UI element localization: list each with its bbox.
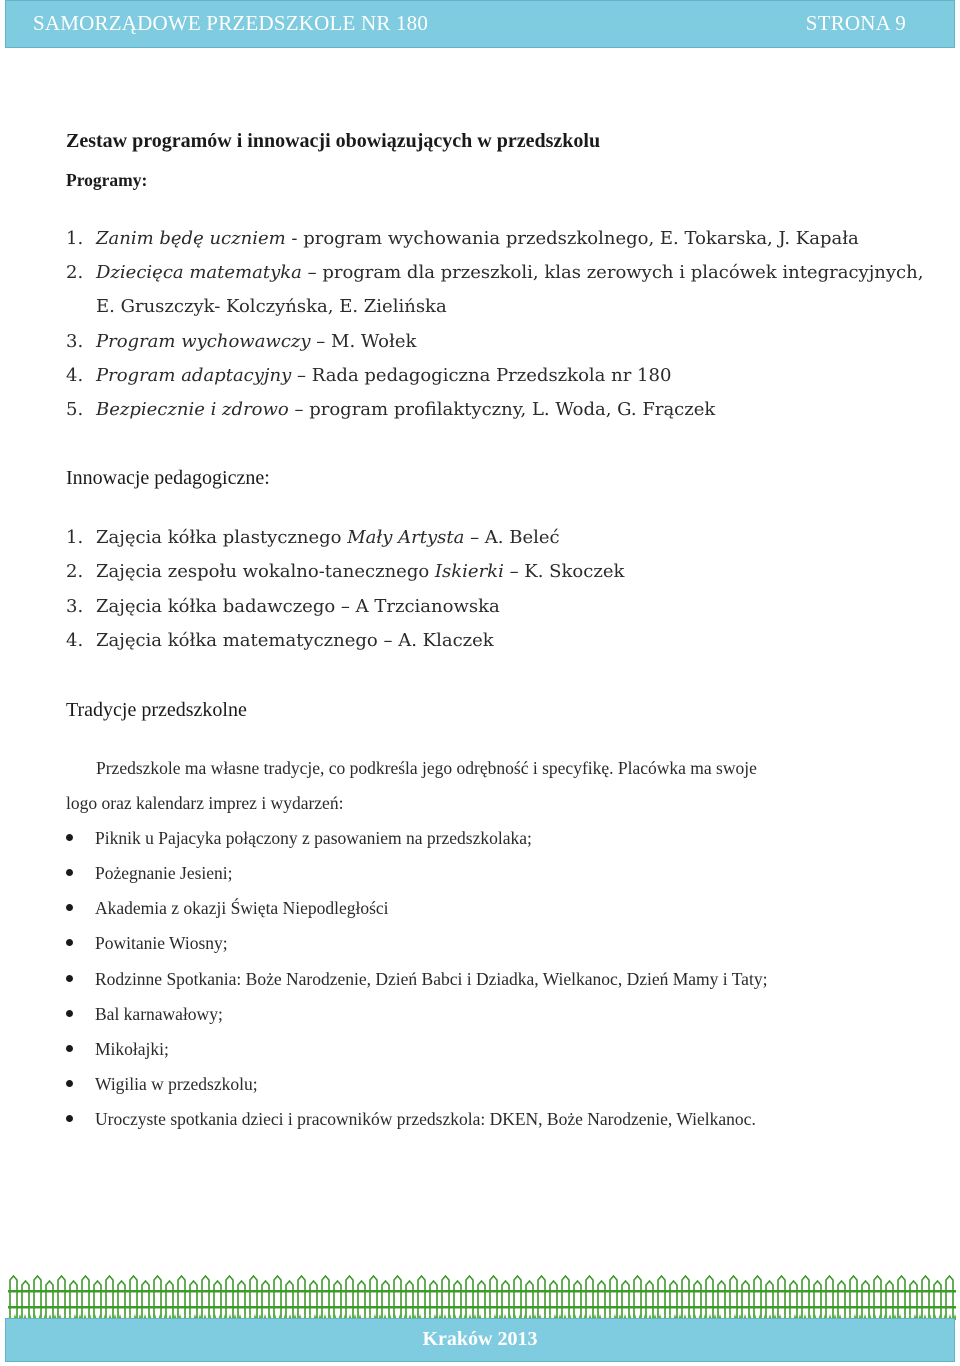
- document-title: Zestaw programów i innowacji obowiązujących w przedszkolu: [66, 130, 601, 152]
- innovation-leader: – A. Beleć: [464, 527, 560, 548]
- innovation-item: [66, 596, 500, 617]
- tradition-item: [66, 898, 389, 919]
- bullet-icon: [66, 1115, 73, 1122]
- tradition-text: Powitanie Wiosny;: [95, 933, 228, 953]
- tradition-item: [66, 933, 228, 954]
- bullet-icon: [66, 1045, 73, 1052]
- program-details: – M. Wołek: [310, 331, 417, 352]
- tradition-text: Uroczyste spotkania dzieci i pracowników przedszkola: DKEN, Boże Narodzenie, Wielkanoc.: [95, 1109, 756, 1129]
- innovations-heading: Innowacje pedagogiczne:: [66, 467, 270, 489]
- tradition-item: [66, 1039, 169, 1060]
- item-number: 2.: [66, 561, 84, 582]
- program-item-continued: E. Gruszczyk- Kolczyńska, E. Zielińska: [96, 296, 447, 317]
- footer-location-year: Kraków 2013: [422, 1328, 538, 1350]
- picket-fence-illustration: [8, 1272, 956, 1320]
- tradition-text: Rodzinne Spotkania: Boże Narodzenie, Dzień Babci i Dziadka, Wielkanoc, Dzień Mamy i Taty;: [95, 969, 768, 989]
- tradition-item: [66, 969, 767, 990]
- bullet-icon: [66, 869, 73, 876]
- item-number: 5.: [66, 399, 84, 420]
- bullet-icon: [66, 1080, 73, 1087]
- program-item: [66, 228, 859, 249]
- program-details: - program wychowania przedszkolnego, E. Tokarska, J. Kapała: [285, 228, 859, 249]
- innovation-name: Iskierki: [434, 561, 504, 582]
- program-item: [66, 399, 715, 420]
- innovation-text: Zajęcia zespołu wokalno-tanecznego: [96, 561, 435, 582]
- item-number: 4.: [66, 630, 84, 651]
- tradition-item: [66, 863, 233, 884]
- program-name: Zanim będę uczniem: [96, 228, 286, 249]
- innovation-leader: – K. Skoczek: [503, 561, 625, 582]
- tradition-text: Mikołajki;: [95, 1039, 169, 1059]
- item-number: 2.: [66, 262, 84, 283]
- innovation-item: [66, 630, 494, 651]
- bullet-icon: [66, 939, 73, 946]
- tradition-item: [66, 1074, 258, 1095]
- tradition-item: [66, 828, 532, 849]
- tradition-item: [66, 1004, 223, 1025]
- program-item: [66, 331, 416, 352]
- bullet-icon: [66, 904, 73, 911]
- program-name: Program wychowawczy: [96, 331, 311, 352]
- traditions-paragraph-cont: logo oraz kalendarz imprez i wydarzeń:: [66, 793, 344, 813]
- item-number: 4.: [66, 365, 84, 386]
- tradition-text: Pożegnanie Jesieni;: [95, 863, 233, 883]
- traditions-paragraph: Przedszkole ma własne tradycje, co podkreśla jego odrębność i specyfikę. Placówka ma swoje: [96, 758, 757, 778]
- tradition-text: Akademia z okazji Święta Niepodległości: [95, 898, 389, 918]
- bullet-icon: [66, 975, 73, 982]
- page-number: STRONA 9: [805, 11, 906, 35]
- innovation-text: Zajęcia kółka badawczego – A Trzcianowska: [96, 596, 500, 617]
- program-details: – program profilaktyczny, L. Woda, G. Frączek: [288, 399, 716, 420]
- tradition-text: Wigilia w przedszkolu;: [95, 1074, 258, 1094]
- program-details: – Rada pedagogiczna Przedszkola nr 180: [291, 365, 672, 386]
- innovation-item: [66, 527, 560, 548]
- program-details: – program dla przeszkoli, klas zerowych i placówek integracyjnych,: [301, 262, 924, 283]
- programs-heading: Programy:: [66, 170, 148, 190]
- bullet-icon: [66, 1010, 73, 1017]
- school-name: SAMORZĄDOWE PRZEDSZKOLE NR 180: [33, 11, 429, 35]
- innovation-item: [66, 561, 624, 582]
- program-name: Bezpiecznie i zdrowo: [96, 399, 289, 420]
- program-item: [66, 262, 923, 283]
- tradition-text: Piknik u Pajacyka połączony z pasowaniem na przedszkolaka;: [95, 828, 532, 848]
- program-name: Program adaptacyjny: [96, 365, 292, 386]
- page-header: [5, 0, 955, 48]
- item-number: 3.: [66, 596, 84, 617]
- traditions-heading: Tradycje przedszkolne: [66, 699, 247, 721]
- innovation-text: Zajęcia kółka plastycznego: [96, 527, 348, 548]
- program-name: Dziecięca matematyka: [96, 262, 302, 283]
- page-footer: [5, 1318, 955, 1362]
- innovation-text: Zajęcia kółka matematycznego – A. Klaczek: [96, 630, 494, 651]
- tradition-text: Bal karnawałowy;: [95, 1004, 223, 1024]
- innovation-name: Mały Artysta: [347, 527, 465, 548]
- program-item: [66, 365, 671, 386]
- item-number: 3.: [66, 331, 84, 352]
- item-number: 1.: [66, 527, 84, 548]
- item-number: 1.: [66, 228, 84, 249]
- bullet-icon: [66, 834, 73, 841]
- tradition-item: [66, 1109, 756, 1130]
